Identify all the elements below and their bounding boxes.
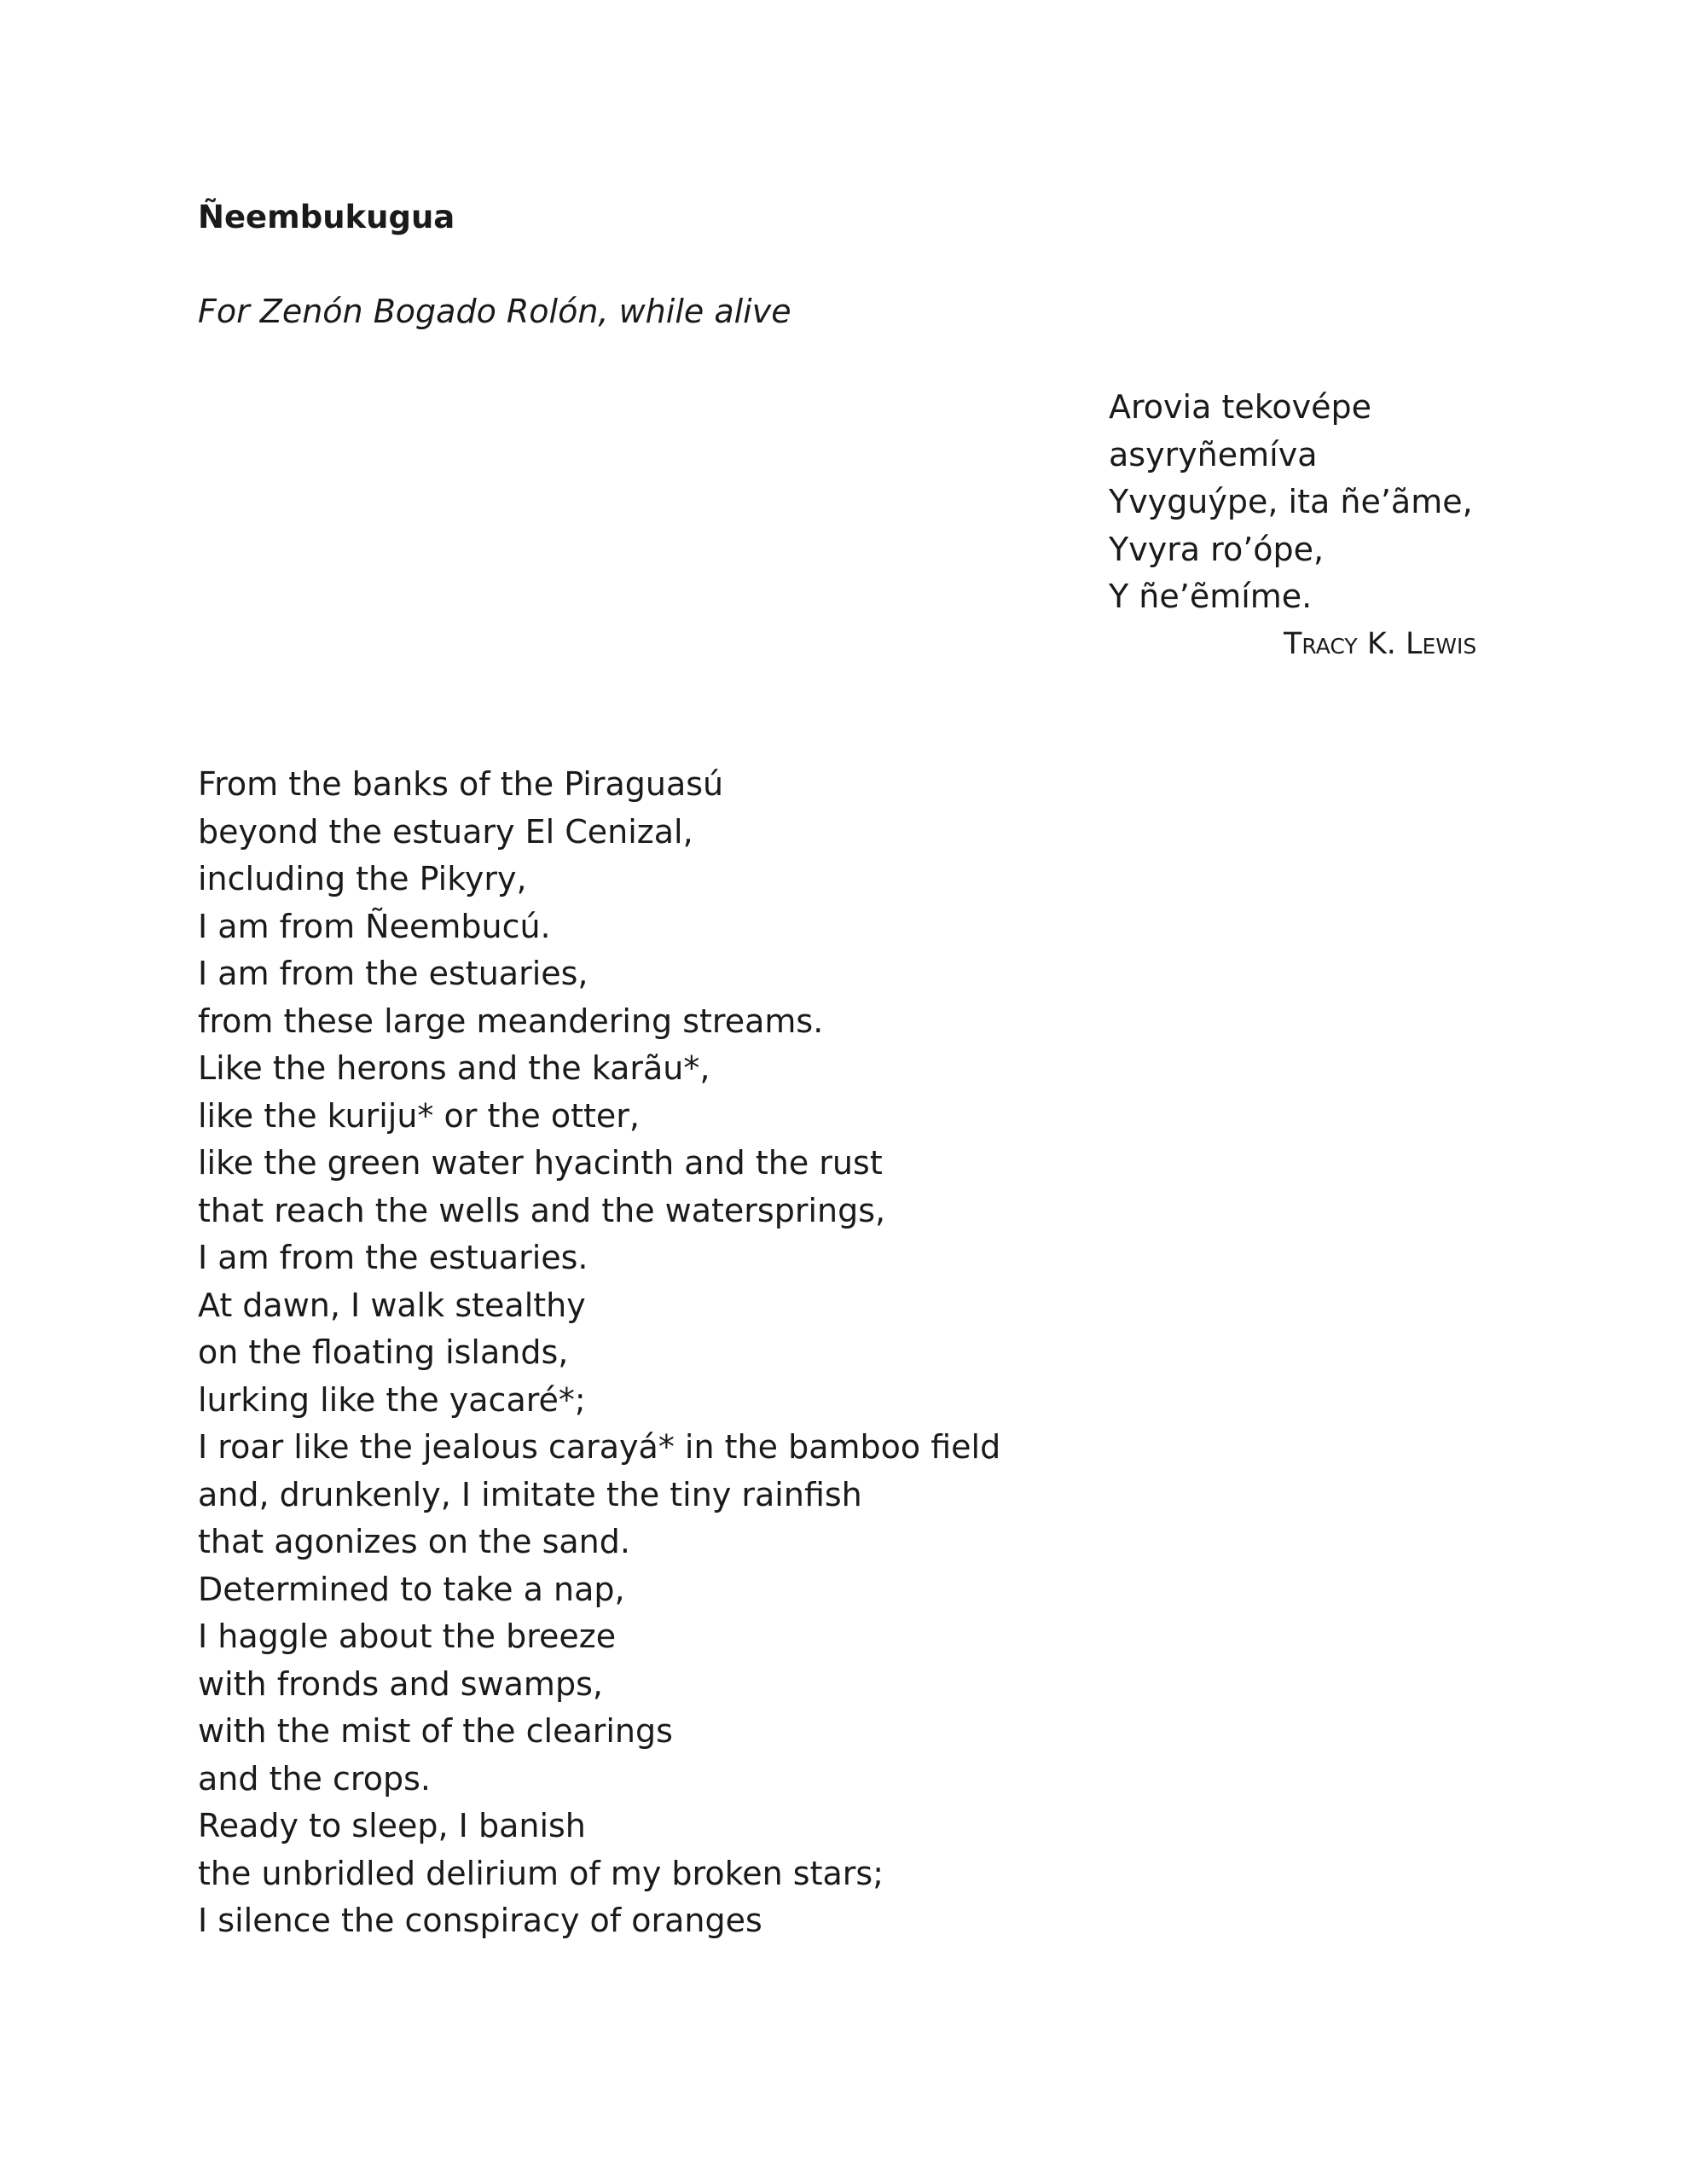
poem-line: Determined to take a nap, — [198, 1570, 625, 1608]
poem-line: I haggle about the breeze — [198, 1618, 617, 1655]
poem-line: from these large meandering streams. — [198, 1002, 824, 1040]
poem-line: and, drunkenly, I imitate the tiny rainfish — [198, 1475, 862, 1513]
epigraph — [1109, 384, 1473, 621]
poem-line: with the mist of the clearings — [198, 1712, 673, 1750]
poem-line: I roar like the jealous carayá* in the bamboo field — [198, 1428, 1001, 1466]
epigraph-line: Yvyguýpe, ita ñe’ãme, — [1109, 483, 1473, 520]
poem-body — [198, 761, 1000, 1945]
poem-line: I silence the conspiracy of oranges — [198, 1902, 762, 1939]
poem-line: and the crops. — [198, 1759, 431, 1798]
poem-line: I am from Ñeembucú. — [198, 907, 551, 945]
poem-line: the unbridled delirium of my broken stars; — [198, 1854, 884, 1892]
poem-line: Ready to sleep, I banish — [198, 1807, 586, 1844]
dedication: For Zenón Bogado Rolón, while alive — [198, 293, 791, 330]
poem-line: At dawn, I walk stealthy — [198, 1286, 586, 1324]
poem-line: that reach the wells and the watersprings, — [198, 1191, 886, 1229]
epigraph-author: Tracy K. Lewis — [1284, 627, 1477, 661]
poem-line: like the green water hyacinth and the rust — [198, 1144, 883, 1182]
poem-line: on the floating islands, — [198, 1333, 569, 1371]
poem-line: including the Pikyry, — [198, 860, 527, 897]
poem-line: Like the herons and the karãu*, — [198, 1049, 710, 1087]
epigraph-line: Arovia tekovépe — [1109, 388, 1371, 426]
epigraph-line: asyryñemíva — [1109, 435, 1318, 473]
epigraph-line: Y ñe’ẽmíme. — [1109, 578, 1313, 615]
poem-line: that agonizes on the sand. — [198, 1523, 630, 1560]
poem-line: with fronds and swamps, — [198, 1664, 603, 1703]
epigraph-line: Yvyra ro’ópe, — [1109, 530, 1325, 568]
poem-line: lurking like the yacaré*; — [198, 1380, 586, 1419]
poem-line: From the banks of the Piraguasú — [198, 765, 724, 803]
poem-line: I am from the estuaries, — [198, 955, 588, 992]
poem-line: like the kuriju* or the otter, — [198, 1096, 641, 1135]
poem-line: beyond the estuary El Cenizal, — [198, 812, 693, 851]
poem-title: Ñeembukugua — [198, 199, 455, 235]
poem-line: I am from the estuaries. — [198, 1239, 588, 1276]
